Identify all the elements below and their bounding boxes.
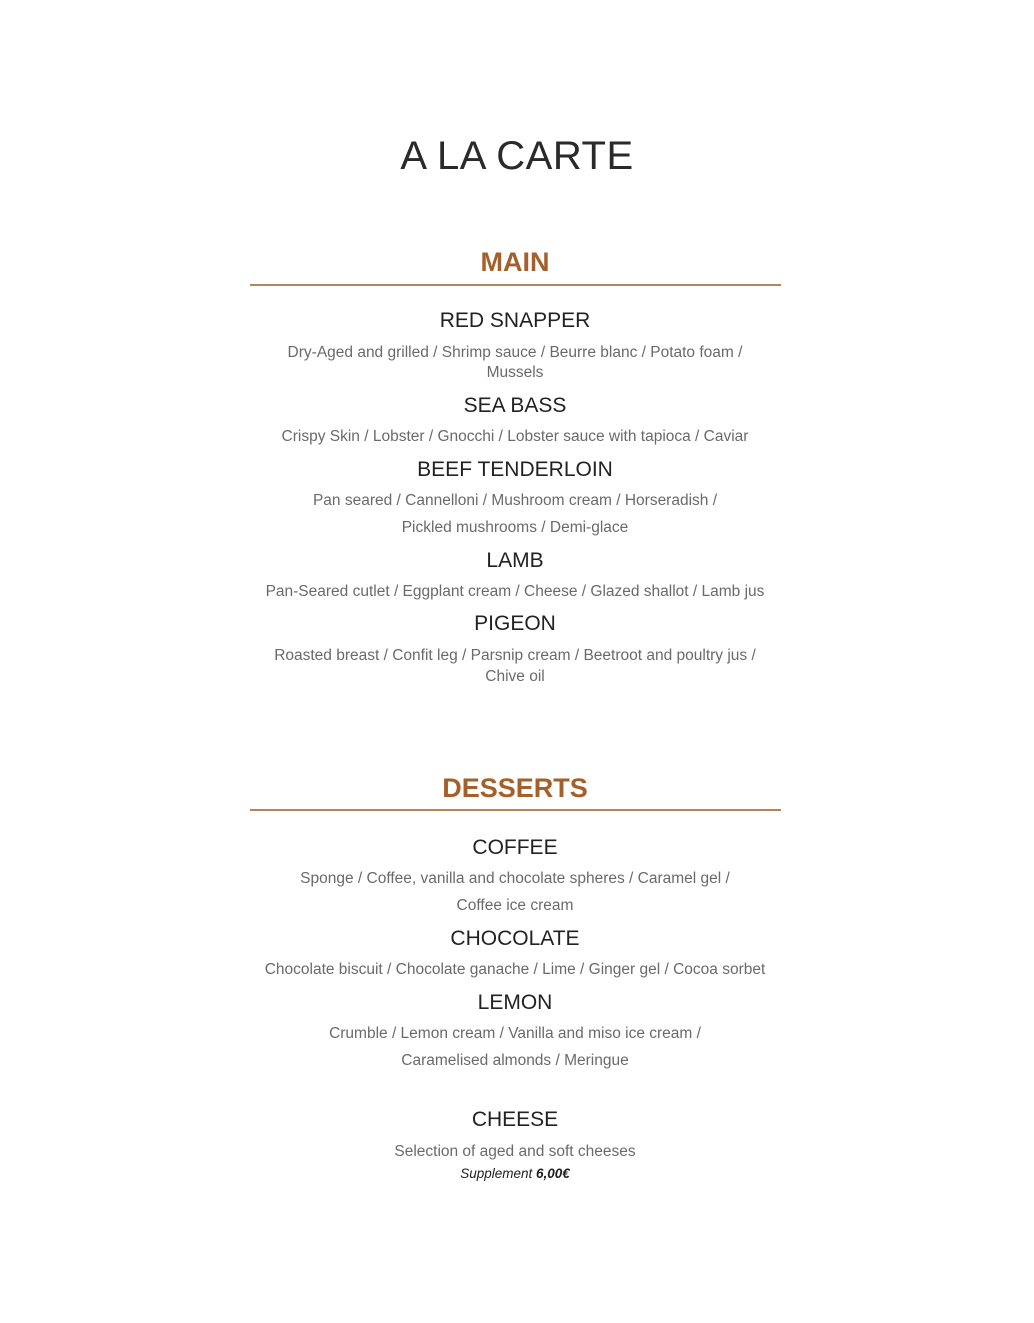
supplement-price: 6,00€ — [536, 1166, 570, 1181]
section-divider-main — [250, 284, 781, 286]
supplement-label: Supplement — [460, 1166, 533, 1181]
dish-desc-beef-tenderloin-line1: Pan seared / Cannelloni / Mushroom cream / Horseradish / — [312, 492, 718, 509]
dish-desc-chocolate-line1: Chocolate biscuit / Chocolate ganache / Lime / Ginger gel / Cocoa sorbet — [264, 961, 766, 978]
dish-desc-pigeon-line1: Roasted breast / Confit leg / Parsnip cream / Beetroot and poultry jus / — [274, 647, 756, 664]
cheese-supplement — [250, 1165, 780, 1183]
dish-desc-lemon-line2: Caramelised almonds / Meringue — [401, 1052, 629, 1069]
section-title-main: MAIN — [480, 247, 550, 277]
dish-desc-lamb-line1: Pan-Seared cutlet / Eggplant cream / Cheese / Glazed shallot / Lamb jus — [265, 583, 765, 600]
dish-name-beef-tenderloin: BEEF TENDERLOIN — [417, 458, 613, 481]
dish-desc-coffee-line2: Coffee ice cream — [456, 897, 574, 914]
dish-name-lemon: LEMON — [477, 991, 553, 1014]
dish-name-sea-bass: SEA BASS — [463, 394, 567, 417]
dish-desc-coffee-line1: Sponge / Coffee, vanilla and chocolate spheres / Caramel gel / — [300, 870, 730, 887]
dish-desc-lemon-line1: Crumble / Lemon cream / Vanilla and miso ice cream / — [329, 1025, 701, 1042]
dish-desc-pigeon-line2: Chive oil — [485, 668, 545, 685]
dish-name-cheese: CHEESE — [471, 1108, 559, 1131]
section-divider-desserts — [250, 809, 781, 811]
dish-name-lamb: LAMB — [486, 549, 544, 572]
dish-desc-beef-tenderloin-line2: Pickled mushrooms / Demi-glace — [401, 519, 629, 536]
page-title: A LA CARTE — [400, 134, 634, 178]
dish-name-coffee: COFFEE — [472, 836, 558, 859]
section-title-desserts: DESSERTS — [442, 773, 588, 803]
dish-name-pigeon: PIGEON — [474, 612, 556, 635]
dish-desc-red-snapper-line2: Mussels — [486, 364, 544, 381]
dish-name-chocolate: CHOCOLATE — [450, 927, 580, 950]
dish-desc-red-snapper-line1: Dry-Aged and grilled / Shrimp sauce / Beurre blanc / Potato foam / — [287, 344, 743, 361]
dish-desc-sea-bass-line1: Crispy Skin / Lobster / Gnocchi / Lobster sauce with tapioca / Caviar — [281, 428, 749, 445]
dish-desc-cheese-line1: Selection of aged and soft cheeses — [394, 1143, 636, 1160]
dish-name-red-snapper: RED SNAPPER — [439, 309, 591, 332]
